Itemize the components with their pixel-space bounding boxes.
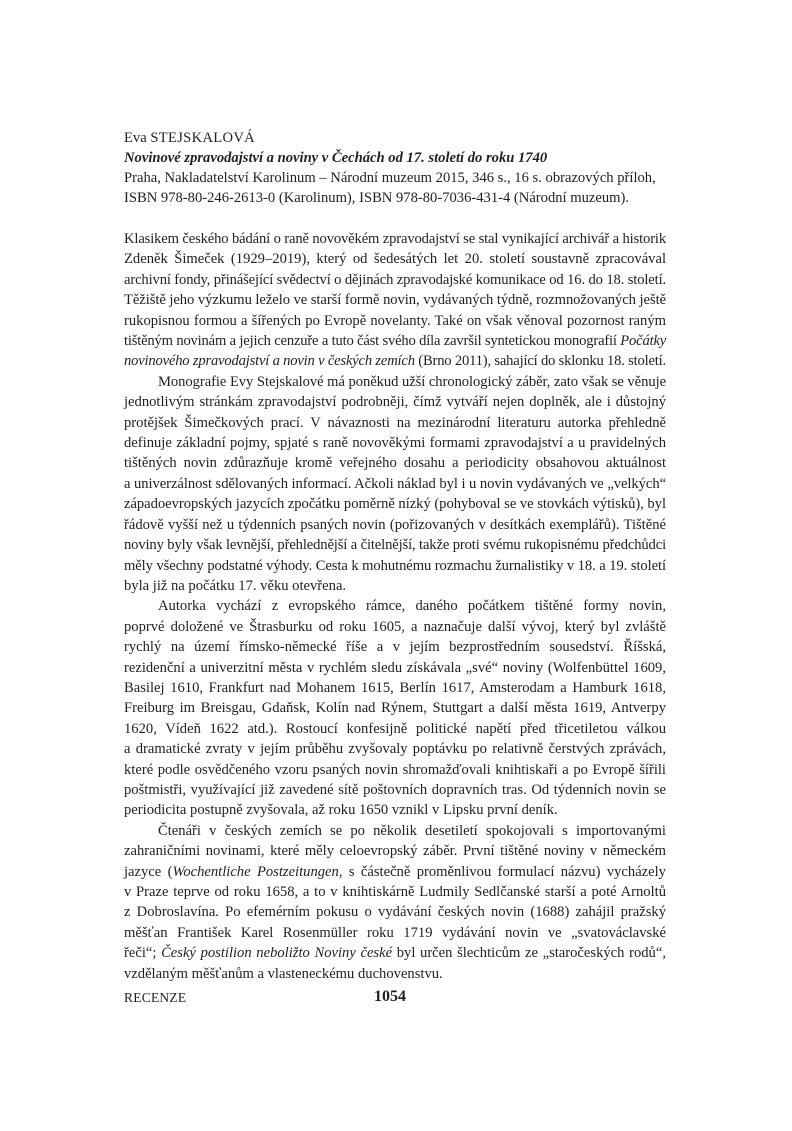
newspaper-title-czech: Český postilion neboližto Noviny české: [161, 945, 393, 962]
paragraph-line: rychlý na území římsko-německé říše a v jejím bezprostředním sousedství. Říšská,: [124, 639, 666, 656]
paragraph-line: [124, 862, 666, 882]
page-number: 1054: [374, 988, 406, 1005]
paragraph-line: Freiburg im Breisgau, Gdaňsk, Kolín nad Rýnem, Stuttgart a další města 1619, Antverpy: [124, 700, 666, 717]
paragraph-line: a univerzálnost sdělovaných informací. Ačkoli náklad byl i u novin vydávaných ve „velkých“: [124, 475, 667, 492]
paragraph-line: měly všechny podstatné výhody. Cesta k mohutnému rozmachu žurnalistiky v 18. a 19. století: [124, 557, 666, 574]
paragraph-line: Basilej 1610, Frankfurt nad Mohanem 1615, Berlín 1617, Amsterodam a Hamburk 1618,: [124, 679, 666, 696]
paragraph-line-text: (Brno 2011), sahající do sklonku 18. století.: [414, 353, 667, 370]
paragraph-line: 1620, Vídeň 1622 atd.). Rostoucí konfesijně politické napětí před třicetiletou válkou: [124, 720, 666, 737]
monograph-title-start: Počátky: [620, 333, 667, 350]
paragraph-line: které podle osvědčeného vzoru psaných novin shromažďovali knihtiskaři a po Evropě šířili: [124, 761, 666, 778]
paragraph-line: měšťan František Karel Rosenmüller roku 1719 vydávání novin ve „svatováclavské: [124, 924, 666, 941]
paragraph-line: vzdělaným měšťanům a vlasteneckému duchovenstvu.: [124, 965, 443, 982]
paragraph-line: Zdeněk Šimeček (1929–2019), který od šedesátých let 20. století soustavně zpracovával: [124, 251, 666, 268]
paragraph-line: řádově vyšší než u týdenních psaných novin (pořizovaných v desítkách exemplářů). Tištěné: [124, 516, 666, 533]
paragraph-line: noviny byly však levnější, přehlednější a čitelnější, takže proti svému rukopisnému předchůdci: [124, 537, 666, 554]
author-surname: STEJSKALOVÁ: [150, 130, 256, 146]
paragraph-line: Monografie Evy Stejskalové má poněkud užší chronologický záběr, zato však se věnuje: [158, 373, 666, 390]
paragraph-line: byla již na počátku 17. věku otevřena.: [124, 577, 347, 594]
paragraph-line-text: byl určen šlechticům ze „staročeských rodů“,: [392, 945, 666, 962]
isbn-info: ISBN 978-80-246-2613-0 (Karolinum), ISBN 978-80-7036-431-4 (Národní muzeum).: [124, 190, 630, 206]
paragraph-2: [124, 372, 666, 596]
paragraph-line: protějšek Šimečkových prací. V návaznosti na mezinárodní literaturu autorka přehledně: [124, 414, 666, 431]
paragraph-line-text: tištěným novinám a jejich cenzuře a tuto část svého díla završil syntetickou monografií: [124, 333, 617, 350]
paragraph-line: jednotlivým stránkám zpravodajství podrobněji, čímž vytváří nejen doplněk, ale i důstojný: [124, 394, 666, 411]
paragraph-line: zahraničními novinami, které měly celoevropský záběr. První tištěné noviny v německém: [124, 843, 666, 860]
paragraph-line-text: jazyce (: [124, 863, 173, 880]
paragraph-line: rezidenční a univerzitní města v rychlém sledu získávala „své“ noviny (Wolfenbüttel 1609,: [124, 659, 666, 676]
paragraph-line: poprvé doložené ve Štrasburku od roku 1605, a naznačuje další vývoj, který byl zvláště: [124, 618, 666, 635]
publication-info: Praha, Nakladatelství Karolinum – Národní muzeum 2015, 346 s., 16 s. obrazových příloh,: [124, 170, 656, 186]
paragraph-line: tištěných novin zdůrazňuje kromě veřejného dosahu a periodicity obsahovou aktuálnost: [124, 455, 666, 472]
paragraph-line: [124, 943, 666, 963]
review-body: [124, 229, 666, 984]
paragraph-line: z Dobroslavína. Po efemérním pokusu o vydávání českých novin (1688) zahájil pražský: [124, 904, 666, 921]
paragraph-line: západoevropských jazycích zpočátku poměrně nízký (pohyboval se ve stovkách výtisků), byl: [124, 496, 666, 513]
paragraph-line: Klasikem českého bádání o raně novověkém zpravodajství se stal vynikající archivář a historik: [124, 231, 667, 247]
author-given-name: Eva: [124, 130, 147, 146]
page-footer: [124, 990, 666, 1014]
book-title: Novinové zpravodajství a noviny v Čechách od 17. století do roku 1740: [124, 150, 548, 166]
paragraph-line-text: řeči“;: [124, 945, 162, 962]
paragraph-line: a dramatické zvraty v jejím průběhu zvyšovaly poptávku po relativně čerstvých zprávách,: [124, 741, 666, 758]
paragraph-line: definuje základní pojmy, spjaté s raně novověkými formami zpravodajství a u pravidelných: [124, 435, 666, 452]
paragraph-line: poštmistři, využívající již zavedené sítě poštovních dopravních tras. Od týdenních novin se: [124, 781, 666, 798]
monograph-title-end: novinového zpravodajství a novin v českých zemích: [124, 353, 415, 370]
page-content: [124, 128, 666, 984]
paragraph-3: [124, 596, 666, 820]
review-author: [124, 128, 666, 148]
paragraph-line: v Praze teprve od roku 1658, a to v knihtiskárně Ludmily Sedlčanské starší a poté Arnoltů: [124, 884, 666, 900]
paragraph-4: [124, 821, 666, 984]
paragraph-line: Čtenáři v českých zemích se po několik desetiletí spokojovali s importovanými: [158, 822, 666, 839]
paragraph-line: Těžiště jeho výzkumu leželo ve starší formě novin, vydávaných týdně, rozmnožovaných ještě: [124, 292, 666, 309]
paragraph-line: rukopisnou formou a šířených po Evropě novelanty. Také on však věnoval pozornost raným: [124, 312, 666, 329]
section-label: RECENZE: [124, 990, 187, 1005]
paragraph-line-text: , s částečně proměnlivou formulací názvu) vycházely: [338, 863, 666, 880]
paragraph-line: archivní fondy, přinášející svědectví o dějinách zpravodajské komunikace od 16. do 18. století.: [124, 271, 667, 288]
bibliographic-header: [124, 128, 666, 208]
paragraph-1: [124, 229, 666, 372]
paragraph-line: [124, 331, 666, 351]
newspaper-title-german: Wochentliche Postzeitungen: [172, 863, 339, 880]
paragraph-line: periodicita postupně zvyšovala, až roku 1650 vznikl v Lipsku první deník.: [124, 802, 558, 819]
paragraph-line: [124, 351, 666, 371]
paragraph-line: Autorka vychází z evropského rámce, daného počátkem tištěné formy novin,: [158, 598, 666, 615]
